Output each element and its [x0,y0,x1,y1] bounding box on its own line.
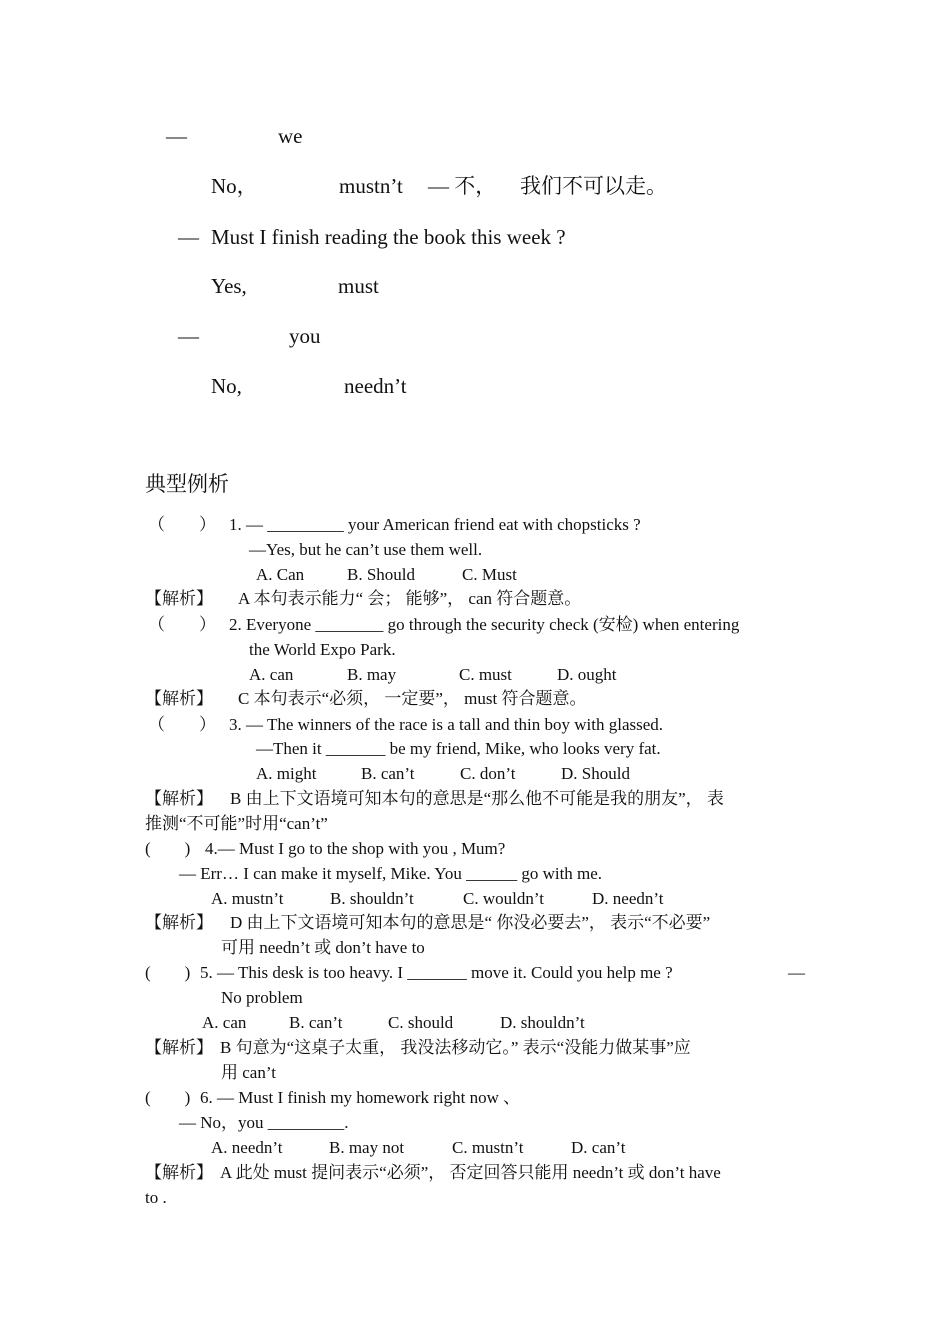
dialog-no-1: No， [211,174,258,198]
dialog-question-book: Must I finish reading the book this week ? [211,225,566,249]
a6-text-cont: to . [145,1188,167,1207]
q3-option-a: A. might [256,764,317,783]
q6-stem: 6. — Must I finish my homework right now 、 [200,1088,521,1107]
q3-stem: 3. — The winners of the race is a tall and thin boy with glassed. [229,715,664,734]
q4-stem: 4.— Must I go to the shop with you , Mum? [205,839,506,858]
a4-text-cont: 可用 needn’t 或 don’t have to [221,938,425,957]
q5-option-a: A. can [202,1013,247,1032]
q3-reply: —Then it _______ be my friend, Mike, who looks very fat. [256,739,661,758]
dialog-yes: Yes, [211,274,247,298]
dialog-dash-2: — [178,225,199,249]
q2-stem-cont: the World Expo Park. [249,640,396,659]
q1-option-b: B. Should [347,565,416,584]
a3-text-cont: 推测“不可能”时用“can’t” [145,814,328,833]
q3-paren: （ ） [148,715,216,734]
q5-reply: No problem [221,988,303,1007]
dialog-no-2: No, [211,374,242,398]
q4-option-d: D. needn’t [592,889,664,908]
a2-label: 【解析】 [145,689,213,708]
q5-option-d: D. shouldn’t [500,1013,585,1032]
q5-option-b: B. can’t [289,1013,343,1032]
dialog-cn-cannot-go: 我们不可以走。 [520,174,667,198]
a3-text: B 由上下文语境可知本句的意思是“那么他不可能是我的朋友”， 表 [230,789,724,808]
q1-stem: 1. — _________ your American friend eat with chopsticks ? [229,515,641,534]
q1-reply: —Yes, but he can’t use them well. [249,540,483,559]
a1-text: A 本句表示能力“ 会； 能够”， can 符合题意。 [238,589,582,608]
q6-option-d: D. can’t [571,1138,626,1157]
q5-paren: ( ) [145,963,191,982]
q2-option-d: D. ought [557,665,617,684]
q6-paren: ( ) [145,1088,191,1107]
a5-text: B 句意为“这桌子太重， 我没法移动它。” 表示“没能力做某事”应 [220,1038,691,1057]
a4-text: D 由上下文语境可知本句的意思是“ 你没必要去”， 表示“不必要” [230,913,711,932]
q3-option-b: B. can’t [361,764,415,783]
dialog-mustnt: mustn’t [339,174,403,198]
dialog-neednt: needn’t [344,374,407,398]
a6-label: 【解析】 [145,1163,213,1182]
q6-option-c: C. mustn’t [452,1138,524,1157]
q4-option-a: A. mustn’t [211,889,284,908]
dialog-must: must [338,274,379,298]
q1-option-a: A. Can [256,565,305,584]
dialog-dash-3: — [178,324,199,348]
q2-stem: 2. Everyone ________ go through the security check (安检) when entering [229,615,740,634]
q1-paren: （ ） [148,515,216,534]
a5-text-cont: 用 can’t [221,1063,276,1082]
q4-option-b: B. shouldn’t [330,889,414,908]
q1-option-c: C. Must [462,565,517,584]
q2-option-c: C. must [459,665,512,684]
q6-option-b: B. may not [329,1138,405,1157]
dialog-cn-no: — 不， [428,174,497,198]
q4-option-c: C. wouldn’t [463,889,544,908]
q3-option-d: D. Should [561,764,630,783]
q5-dash: — [788,963,805,982]
dialog-dash-1: — [166,124,187,148]
a4-label: 【解析】 [145,913,213,932]
a2-text: C 本句表示“必须， 一定要”， must 符合题意。 [238,689,587,708]
a1-label: 【解析】 [145,589,213,608]
q4-paren: ( ) [145,839,191,858]
q6-option-a: A. needn’t [211,1138,283,1157]
q6-reply: — No，you _________. [179,1113,349,1132]
q2-paren: （ ） [148,615,216,634]
a5-label: 【解析】 [145,1038,213,1057]
q4-reply: — Err… I can make it myself, Mike. You ______ go with me. [179,864,603,883]
dialog-word-you: you [289,324,321,348]
section-title: 典型例析 [145,472,229,496]
q5-stem: 5. — This desk is too heavy. I _______ move it. Could you help me ? [200,963,673,982]
a3-label: 【解析】 [145,789,213,808]
a6-text: A 此处 must 提问表示“必须”， 否定回答只能用 needn’t 或 don’t have [220,1163,721,1182]
q2-option-b: B. may [347,665,397,684]
q5-option-c: C. should [388,1013,454,1032]
q3-option-c: C. don’t [460,764,516,783]
q2-option-a: A. can [249,665,294,684]
dialog-word-we: we [278,124,303,148]
